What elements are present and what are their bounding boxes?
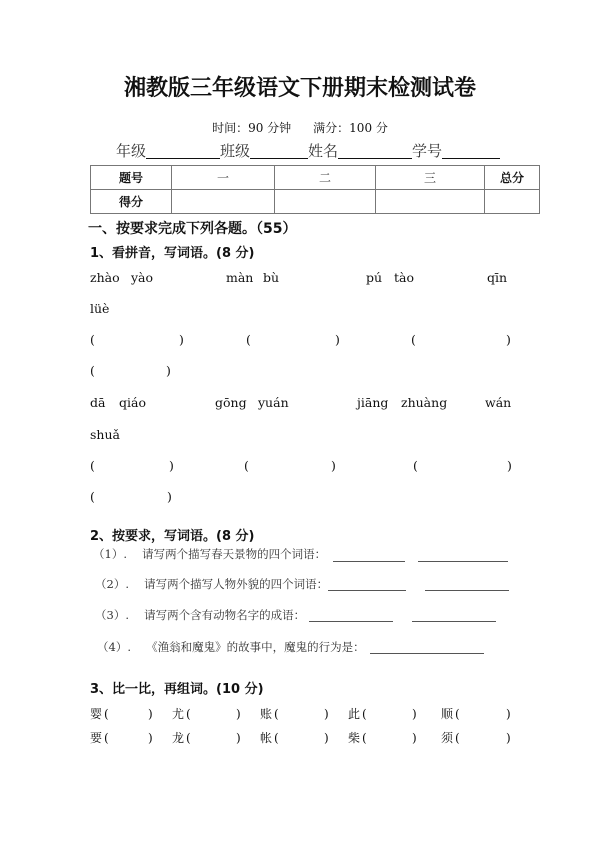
id-label: 学号 <box>412 142 443 160</box>
answer-paren: ) <box>167 489 172 504</box>
pinyin: tào <box>394 270 415 285</box>
pinyin: màn <box>226 270 254 285</box>
answer-paren: ) <box>331 458 336 473</box>
pinyin: gōng <box>215 395 247 410</box>
character: 要 <box>90 731 103 745</box>
answer-line[interactable] <box>328 590 406 591</box>
character: 须 <box>441 731 454 745</box>
pinyin: lüè <box>90 301 110 316</box>
answer-line[interactable] <box>370 653 484 654</box>
answer-paren[interactable]: ( <box>411 332 416 347</box>
time-limit: 时间：90 分钟 <box>212 121 292 135</box>
answer-paren: ) <box>412 731 417 745</box>
pinyin: pú <box>366 270 383 285</box>
pinyin: dā <box>90 395 106 410</box>
pinyin: zhuàng <box>401 395 448 410</box>
answer-line[interactable] <box>418 561 508 562</box>
header-cell: 题号 <box>91 166 172 190</box>
character: 帐 <box>260 731 273 745</box>
answer-paren[interactable]: ( <box>455 707 460 721</box>
answer-line[interactable] <box>412 621 496 622</box>
table-row <box>91 166 540 190</box>
character: 柴 <box>348 731 361 745</box>
pinyin: yào <box>131 270 154 285</box>
answer-paren: ) <box>148 731 153 745</box>
header-cell: 二 <box>275 166 376 190</box>
score-cell[interactable] <box>485 190 540 214</box>
full-score: 满分：100 分 <box>313 121 388 135</box>
header-cell: 总分 <box>485 166 540 190</box>
sub-question: （4）. 《渔翁和魔鬼》的故事中，魔鬼的行为是： <box>97 640 365 654</box>
sub-question: （1）. 请写两个描写春天景物的四个词语： <box>93 547 327 561</box>
answer-paren[interactable]: ( <box>455 731 460 745</box>
answer-paren[interactable]: ( <box>90 458 95 473</box>
answer-line[interactable] <box>333 561 405 562</box>
answer-paren[interactable]: ( <box>186 731 191 745</box>
answer-paren: ) <box>169 458 174 473</box>
exam-meta <box>0 122 600 134</box>
answer-paren: ) <box>335 332 340 347</box>
character: 龙 <box>172 731 185 745</box>
answer-paren: ) <box>412 707 417 721</box>
pinyin: zhào <box>90 270 120 285</box>
page-title: 湘教版三年级语文下册期末检测试卷 <box>123 76 476 101</box>
answer-paren[interactable]: ( <box>104 707 109 721</box>
pinyin: yuán <box>258 395 289 410</box>
answer-paren[interactable]: ( <box>244 458 249 473</box>
answer-paren: ) <box>506 332 511 347</box>
pinyin: jiāng <box>357 395 389 410</box>
character: 顺 <box>441 707 454 721</box>
answer-paren: ) <box>324 707 329 721</box>
answer-paren: ) <box>324 731 329 745</box>
pinyin: bù <box>263 270 280 285</box>
answer-paren: ) <box>236 731 241 745</box>
answer-paren: ) <box>166 363 171 378</box>
answer-paren[interactable]: ( <box>413 458 418 473</box>
answer-paren: ) <box>507 458 512 473</box>
section-heading: 一、按要求完成下列各题。（55） <box>88 221 297 237</box>
table-row <box>91 190 540 214</box>
answer-paren[interactable]: ( <box>246 332 251 347</box>
score-cell[interactable] <box>172 190 275 214</box>
pinyin: qiáo <box>119 395 146 410</box>
character: 账 <box>260 707 273 721</box>
answer-paren[interactable]: ( <box>104 731 109 745</box>
header-cell: 三 <box>376 166 485 190</box>
answer-paren[interactable]: ( <box>274 731 279 745</box>
answer-paren: ) <box>179 332 184 347</box>
score-table <box>90 165 540 214</box>
name-label: 姓名 <box>308 142 339 160</box>
student-info <box>116 144 500 159</box>
sub-question: （3）. 请写两个含有动物名字的成语： <box>95 608 306 622</box>
character: 此 <box>348 707 361 721</box>
name-field[interactable] <box>338 144 412 159</box>
answer-paren[interactable]: ( <box>186 707 191 721</box>
pinyin: wán <box>485 395 512 410</box>
answer-paren: ) <box>236 707 241 721</box>
grade-label: 年级 <box>116 142 147 160</box>
answer-paren[interactable]: ( <box>90 363 95 378</box>
answer-paren: ) <box>506 731 511 745</box>
sub-question: （2）. 请写两个描写人物外貌的四个词语： <box>95 577 329 591</box>
character: 尤 <box>172 707 185 721</box>
answer-line[interactable] <box>425 590 509 591</box>
answer-paren[interactable]: ( <box>90 332 95 347</box>
question-heading: 1、看拼音，写词语。(8 分) <box>90 246 255 261</box>
class-field[interactable] <box>250 144 308 159</box>
score-cell[interactable] <box>376 190 485 214</box>
question-heading: 3、比一比，再组词。(10 分) <box>90 682 264 697</box>
score-cell[interactable] <box>275 190 376 214</box>
header-cell: 一 <box>172 166 275 190</box>
answer-paren[interactable]: ( <box>90 489 95 504</box>
answer-paren[interactable]: ( <box>362 731 367 745</box>
class-label: 班级 <box>220 142 251 160</box>
answer-paren: ) <box>148 707 153 721</box>
id-field[interactable] <box>442 144 500 159</box>
answer-paren[interactable]: ( <box>362 707 367 721</box>
row-label: 得分 <box>91 190 172 214</box>
pinyin: qīn <box>487 270 508 285</box>
answer-paren: ) <box>506 707 511 721</box>
pinyin: shuǎ <box>90 427 120 442</box>
question-heading: 2、按要求，写词语。(8 分) <box>90 529 255 544</box>
answer-paren[interactable]: ( <box>274 707 279 721</box>
answer-line[interactable] <box>309 621 393 622</box>
character: 婴 <box>90 707 103 721</box>
grade-field[interactable] <box>146 144 220 159</box>
